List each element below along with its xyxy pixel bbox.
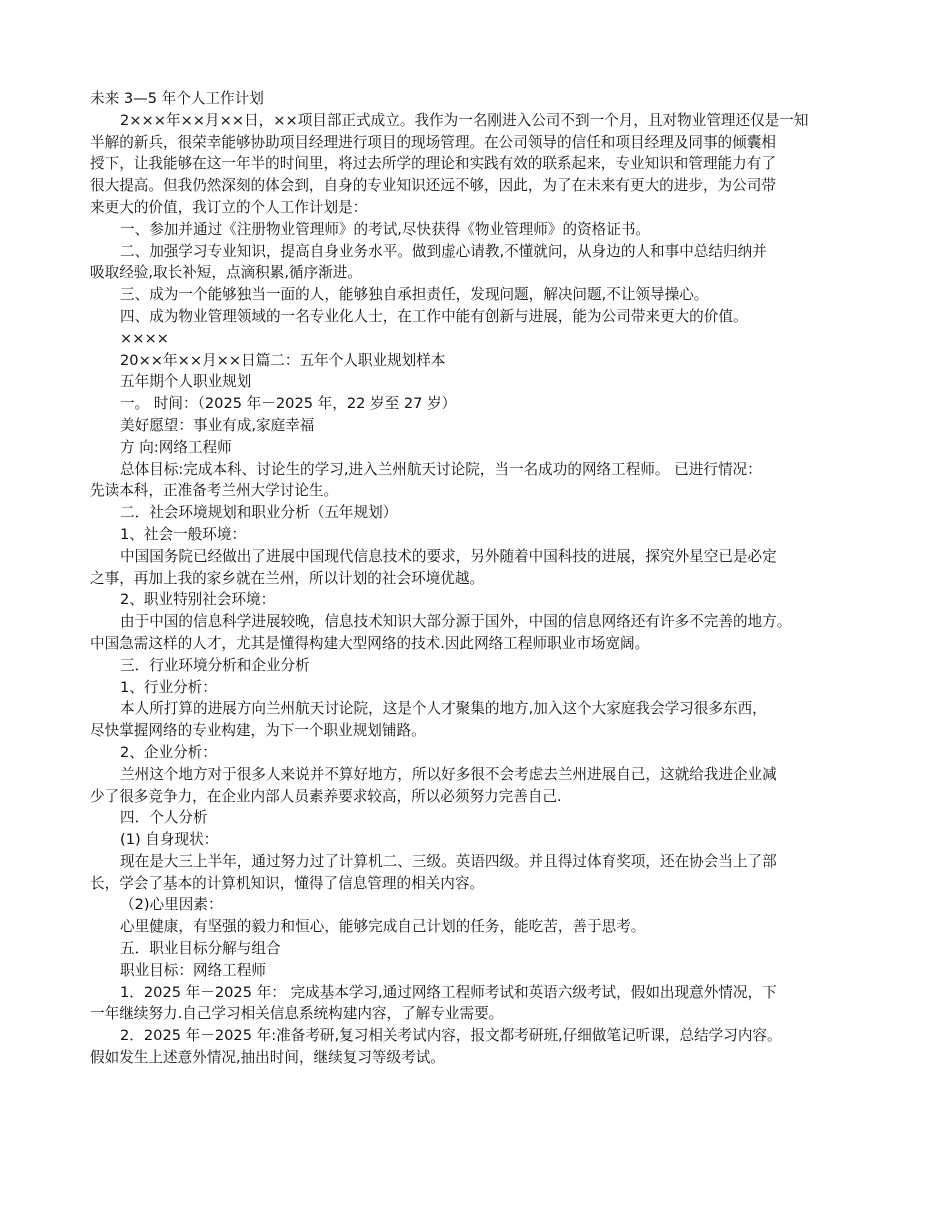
text-line: 本人所打算的进展方向兰州航天讨论院，这是个人才聚集的地方,加入这个大家庭我会学习很多东西， bbox=[120, 700, 767, 718]
text-line: 一年继续努力.自己学习相关信息系统构建内容，了解专业需要。 bbox=[90, 1005, 504, 1023]
text-line: 吸取经验,取长补短，点滴积累,循序渐进。 bbox=[90, 264, 362, 282]
text-line: 1、社会一般环境： bbox=[120, 525, 247, 543]
text-line: 1．2025 年－2025 年： 完成基本学习,通过网络工程师考试和英语六级考试，假如出现意外情况，下 bbox=[120, 983, 777, 1001]
text-line: 三、成为一个能够独当一面的人，能够独自承担责任，发现问题，解决问题,不让领导操心。 bbox=[120, 286, 709, 304]
text-line: 二．社会环境规划和职业分析（五年规划） bbox=[120, 504, 398, 522]
text-line: 一、参加并通过《注册物业管理师》的考试,尽快获得《物业管理师》的资格证书。 bbox=[120, 220, 651, 238]
text-line: 授下，让我能够在这一年半的时间里，将过去所学的理论和实践有效的联系起来，专业知识和管理能力有了 bbox=[90, 155, 776, 173]
text-line: 20××年××月××日篇二：五年个人职业规划样本 bbox=[120, 351, 446, 369]
text-line: 2、职业特别社会环境： bbox=[120, 591, 276, 609]
text-line: 五年期个人职业规划 bbox=[120, 373, 252, 391]
text-line: 少了很多竞争力，在企业内部人员素养要求较高，所以必须努力完善自己. bbox=[90, 787, 562, 805]
text-line: 总体目标:完成本科、讨论生的学习,进入兰州航天讨论院，当一名成功的网络工程师。 已进行情况： bbox=[120, 460, 762, 478]
text-line: 三．行业环境分析和企业分析 bbox=[120, 656, 310, 674]
text-line: 来更大的价值，我订立的个人工作计划是： bbox=[90, 198, 368, 216]
text-line: 尽快掌握网络的专业构建，为下一个职业规划铺路。 bbox=[90, 722, 426, 740]
text-line: 先读本科，正准备考兰州大学讨论生。 bbox=[90, 482, 339, 500]
text-line: 兰州这个地方对于很多人来说并不算好地方，所以好多很不会考虑去兰州进展自己，这就给我进企业减 bbox=[120, 765, 777, 783]
text-line: 一。 时间：（2025 年－2025 年，22 岁至 27 岁） bbox=[120, 395, 457, 413]
text-line: 现在是大三上半年，通过努力过了计算机二、三级。英语四级。并且得过体育奖项，还在协会当上了部 bbox=[120, 852, 777, 870]
text-line: 2、企业分析： bbox=[120, 743, 217, 761]
text-line: 心里健康，有坚强的毅力和恒心，能够完成自己计划的任务，能吃苦，善于思考。 bbox=[120, 918, 646, 936]
text-line: 1、行业分析： bbox=[120, 678, 217, 696]
text-line: 由于中国的信息科学进展较晚，信息技术知识大部分源于国外，中国的信息网络还有许多不完善的地方。 bbox=[120, 613, 792, 631]
text-line: 五．职业目标分解与组合 bbox=[120, 940, 281, 958]
text-line: 美好愿望：事业有成,家庭幸福 bbox=[120, 416, 315, 434]
text-line: 假如发生上述意外情况,抽出时间，继续复习等级考试。 bbox=[90, 1049, 445, 1067]
text-line: 很大提高。但我仍然深刻的体会到，自身的专业知识还远不够，因此，为了在未来有更大的进步，为公司带 bbox=[90, 177, 776, 195]
text-line: 2×××年××月××日，××项目部正式成立。我作为一名刚进入公司不到一个月，且对物业管理还仅是一知 bbox=[120, 111, 809, 129]
text-line: ×××× bbox=[120, 329, 169, 347]
text-line: 中国急需这样的人才，尤其是懂得构建大型网络的技术.因此网络工程师职业市场宽阔。 bbox=[90, 634, 650, 652]
text-line: 2．2025 年－2025 年:准备考研,复习相关考试内容，报文都考研班,仔细做笔记听课，总结学习内容。 bbox=[120, 1027, 782, 1045]
text-line: （2)心里因素： bbox=[120, 896, 223, 914]
document-title: 未来 3—5 年个人工作计划 bbox=[90, 90, 264, 107]
text-line: 半解的新兵，很荣幸能够协助项目经理进行项目的现场管理。在公司领导的信任和项目经理及同事的倾囊相 bbox=[90, 133, 776, 151]
text-line: 职业目标：网络工程师 bbox=[120, 961, 266, 979]
text-line: 之事，再加上我的家乡就在兰州，所以计划的社会环境优越。 bbox=[90, 569, 485, 587]
text-line: 四．个人分析 bbox=[120, 809, 208, 827]
document-body bbox=[90, 88, 870, 1069]
text-line: 方 向:网络工程师 bbox=[120, 438, 232, 456]
text-line: (1) 自身现状： bbox=[120, 831, 219, 849]
text-line: 四、成为物业管理领域的一名专业化人士，在工作中能有创新与进展，能为公司带来更大的价值。 bbox=[120, 307, 748, 325]
text-line: 二、加强学习专业知识，提高自身业务水平。做到虚心请教,不懂就问，从身边的人和事中总结归纳并 bbox=[120, 242, 767, 260]
text-line: 长，学会了基本的计算机知识，懂得了信息管理的相关内容。 bbox=[90, 874, 485, 892]
text-line: 中国国务院已经做出了进展中国现代信息技术的要求，另外随着中国科技的进展，探究外星空已是必定 bbox=[120, 547, 777, 565]
